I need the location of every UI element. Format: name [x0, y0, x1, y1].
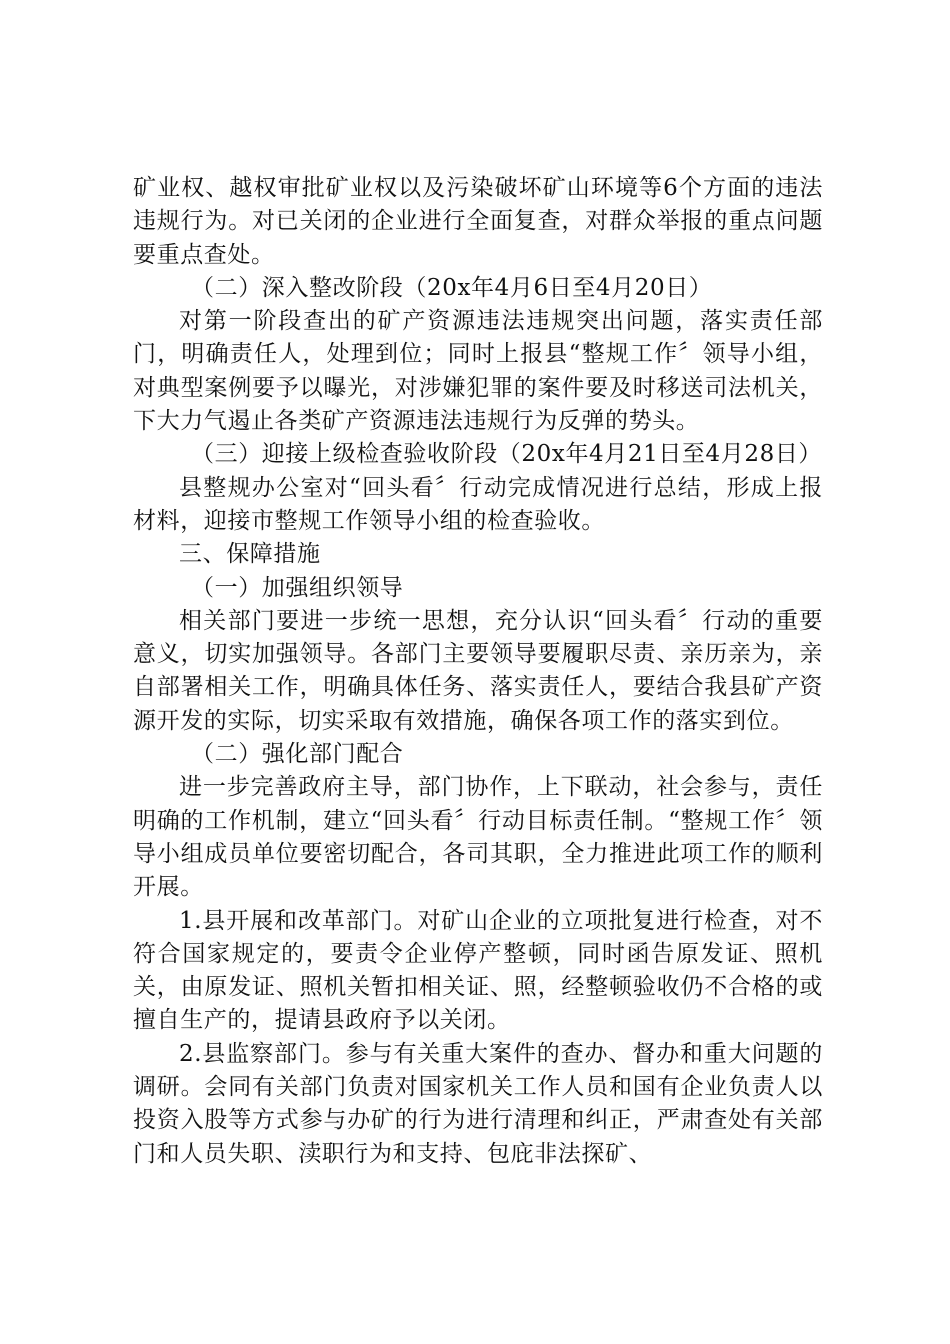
paragraph-item-2: 2.县监察部门。参与有关重大案件的查办、督办和重大问题的调研。会同有关部门负责对国家机关工作人员和国有企业负责人以投资入股等方式参与办矿的行为进行清理和纠正，严肃查处有关部门和人员失职、渎职行为和支持、包庇非法探矿、 [133, 1040, 823, 1167]
paragraph-stage-3: 县整规办公室对“回头看〞行动完成情况进行总结，形成上报材料，迎接市整规工作领导小组的检查验收。 [133, 474, 823, 534]
stage-heading-3: （三）迎接上级检查验收阶段（20x年4月21日至4月28日） [191, 441, 823, 468]
measure-heading-1: （一）加强组织领导 [191, 574, 404, 601]
measure-heading-2: （二）强化部门配合 [191, 741, 404, 768]
paragraph-item-1: 1.县开展和改革部门。对矿山企业的立项批复进行检查，对不符合国家规定的，要责令企业停产整顿，同时函告原发证、照机关，由原发证、照机关暂扣相关证、照，经整顿验收仍不合格的或擅自生产的，提请县政府予以关闭。 [133, 907, 823, 1034]
document-body [133, 172, 823, 1171]
stage-heading-2: （二）深入整改阶段（20x年4月6日至4月20日） [191, 274, 713, 301]
paragraph-measure-2: 进一步完善政府主导，部门协作，上下联动，社会参与，责任明确的工作机制，建立“回头看〞行动目标责任制。“整规工作〞领导小组成员单位要密切配合，各司其职，全力推进此项工作的顺利开展。 [133, 774, 823, 901]
paragraph-continuation: 矿业权、越权审批矿业权以及污染破坏矿山环境等6个方面的违法违规行为。对已关闭的企业进行全面复查，对群众举报的重点问题要重点查处。 [133, 175, 823, 268]
paragraph-measure-1: 相关部门要进一步统一思想，充分认识“回头看〞行动的重要意义，切实加强领导。各部门主要领导要履职尽责、亲历亲为，亲自部署相关工作，明确具体任务、落实责任人，要结合我县矿产资源开发的实际，切实采取有效措施，确保各项工作的落实到位。 [133, 607, 823, 734]
paragraph-stage-2: 对第一阶段查出的矿产资源违法违规突出问题，落实责任部门，明确责任人，处理到位；同时上报县“整规工作〞领导小组，对典型案例要予以曝光，对涉嫌犯罪的案件要及时移送司法机关，下大力气遏止各类矿产资源违法违规行为反弹的势头。 [133, 308, 823, 435]
section-heading-3: 三、保障措施 [179, 541, 321, 568]
